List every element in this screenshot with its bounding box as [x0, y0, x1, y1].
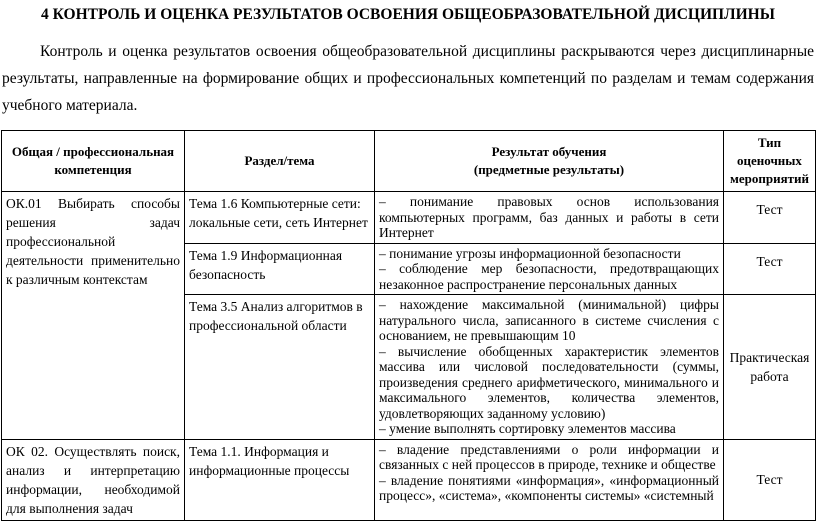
section-cell: Тема 1.9 Информационная безопасность — [185, 243, 375, 295]
result-item: – умение выполнять сортировку элементов массива — [379, 421, 676, 436]
type-cell: Тест — [724, 439, 816, 520]
type-cell: Практическая работа — [724, 295, 816, 440]
result-item: – владение представлениями о роли информации и связанных с ней процессов в природе, технике и обществе — [379, 441, 719, 472]
result-cell — [375, 295, 724, 440]
table-header-row — [2, 131, 816, 192]
competence-cell: ОК.01 Выбирать способы решения задач профессиональной деятельности применительно к различным контекстам — [2, 192, 185, 440]
assessment-table — [1, 130, 816, 521]
result-item: – нахождение максимальной (минимальной) цифры натурального числа, записанного в системе счисления с основанием, не превышающим 10 — [379, 297, 719, 343]
result-cell — [375, 192, 724, 244]
section-cell: Тема 1.1. Информация и информационные процессы — [185, 439, 375, 520]
competence-cell: ОК 02. Осуществлять поиск, анализ и интерпретацию информации, необходимой для выполнения задач — [2, 439, 185, 520]
header-result-line2: (предметные результаты) — [473, 162, 625, 177]
result-item: – соблюдение мер безопасности, предотвращающих незаконное распространение персональных данных — [379, 261, 719, 292]
result-item: – понимание угрозы информационной безопасности — [379, 245, 681, 261]
header-competence: Общая / профессиональная компетенция — [2, 131, 185, 192]
result-item: – вычисление обобщенных характеристик элементов массива или числовой последовательности (суммы, произведения среднего арифметического, минимального и максимального элементов, количества элементов, удовлетворяющих заданному условию) — [379, 343, 719, 421]
section-title: 4 КОНТРОЛЬ И ОЦЕНКА РЕЗУЛЬТАТОВ ОСВОЕНИЯ ОБЩЕОБРАЗОВАТЕЛЬНОЙ ДИСЦИПЛИНЫ — [41, 6, 775, 23]
header-result-line1: Результат обучения — [491, 144, 607, 159]
section-cell: Тема 3.5 Анализ алгоритмов в профессиональной области — [185, 295, 375, 440]
result-cell — [375, 243, 724, 295]
intro-paragraph: Контроль и оценка результатов освоения общеобразовательной дисциплины раскрываются через дисциплинарные результаты, направленные на формирование общих и профессиональных компетенций по разделам и темам содержания учебного материала. — [2, 43, 814, 114]
header-type: Тип оценочных мероприятий — [724, 131, 816, 192]
header-section: Раздел/тема — [185, 131, 375, 192]
header-result — [375, 131, 724, 192]
result-item: – понимание правовых основ использования компьютерных программ, баз данных и работы в сети Интернет — [379, 194, 719, 240]
type-cell: Тест — [724, 243, 816, 295]
section-cell: Тема 1.6 Компьютерные сети: локальные сети, сеть Интернет — [185, 192, 375, 244]
table-row — [2, 192, 816, 244]
result-item: – владение понятиями «информация», «информационный процесс», «система», «компоненты системы» «системный — [379, 472, 719, 503]
type-cell: Тест — [724, 192, 816, 244]
